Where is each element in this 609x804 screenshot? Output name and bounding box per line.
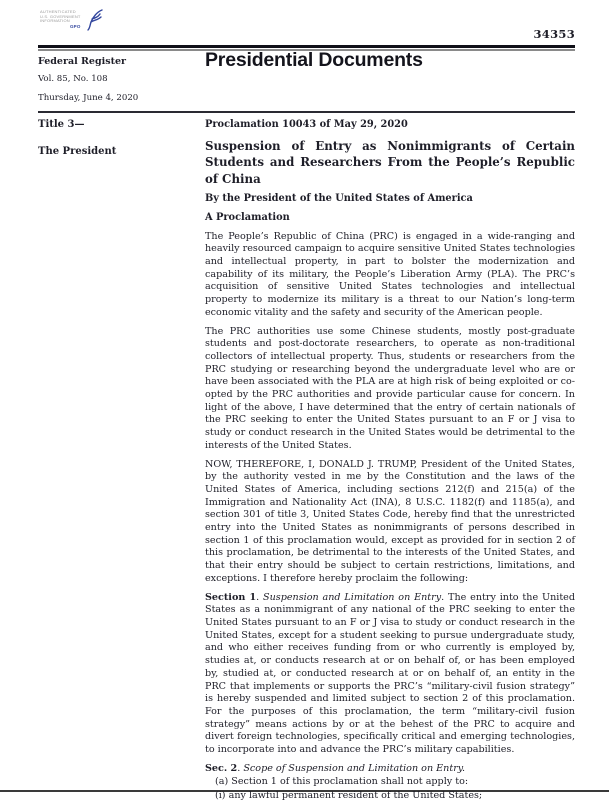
section-2-label: Sec. 2 — [205, 762, 238, 774]
gpo-seal — [40, 10, 105, 36]
seal-line-3: INFORMATION — [40, 18, 70, 24]
gpo-seal-text — [40, 10, 81, 29]
proclamation-title: Suspension of Entry as Nonimmigrants of Certain Students and Researchers From the People’s Republic of China — [205, 138, 575, 186]
byline: By the President of the United States of America — [205, 193, 473, 205]
paragraph-1: The People’s Republic of China (PRC) is engaged in a wide-ranging and heavily resourced campaign to acquire sensitive United States technologies and intellectual property, in part to bolster the modernization and capability of its military, the People’s Liberation Army (PLA). The PRC’s acquisition of sensitive United States technologies and intellectual property to modernize its military is a threat to our Nation’s long-term economic vitality and the safety and security of the American people. — [205, 230, 575, 318]
mid-rule — [38, 111, 575, 113]
section-2-sep: . — [237, 762, 244, 774]
page-number: 34353 — [533, 27, 575, 41]
section-1 — [205, 592, 575, 757]
masthead-title: Federal Register — [38, 56, 127, 67]
masthead-date: Thursday, June 4, 2020 — [38, 93, 139, 103]
gpo-eagle-icon — [83, 8, 105, 36]
section-2 — [205, 763, 575, 776]
section-2-title: Scope of Suspension and Limitation on Entry. — [243, 762, 465, 774]
rule-thick — [38, 45, 575, 48]
proclamation-heading: A Proclamation — [205, 211, 290, 223]
body-column — [205, 119, 575, 804]
masthead-volume: Vol. 85, No. 108 — [38, 74, 108, 84]
proclamation-number: Proclamation 10043 of May 29, 2020 — [205, 119, 408, 130]
seal-line-2: U.S. GOVERNMENT — [40, 13, 81, 19]
section-1-sep2: . — [441, 591, 449, 603]
section-1-sep: . — [256, 591, 264, 603]
president-label: The President — [38, 146, 117, 157]
masthead — [38, 56, 138, 103]
clause-a: (a) Section 1 of this proclamation shall not apply to: — [215, 776, 469, 788]
section-1-title: Suspension and Limitation on Entry — [263, 591, 442, 603]
paragraph-2: The PRC authorities use some Chinese students, mostly post-graduate students and post-doctorate researchers, to operate as non-traditional collectors of intellectual property. Thus, students or researchers from the PRC studying or researching beyond the undergraduate level who are or have been associated with the PLA are at high risk of being exploited or co-opted by the PRC authorities and provide particular cause for concern. In light of the above, I have determined that the entry of certain nationals of the PRC seeking to enter the United States pursuant to an F or J visa to study or conduct research in the United States would be detrimental to the interests of the United States. — [205, 325, 575, 451]
seal-line-1: AUTHENTICATED — [40, 9, 76, 14]
section-header: Presidential Documents — [205, 49, 423, 71]
clause-i: (i) any lawful permanent resident of the United States; — [215, 790, 483, 802]
section-1-label: Section 1 — [205, 591, 257, 603]
paragraph-3: NOW, THEREFORE, I, DONALD J. TRUMP, President of the United States, by the authority vested in me by the Constitution and the laws of the United States of America, including sections 212(f) and 215(a) of the Immigration and Nationality Act (INA), 8 U.S.C. 1182(f) and 1185(a), and section 301 of title 3, United States Code, hereby find that the unrestricted entry into the United States as nonimmigrants of persons described in section 1 of this proclamation would, except as provided for in section 2 of this proclamation, be detrimental to the interests of the United States, and that their entry should be subject to certain restrictions, limitations, and exceptions. I therefore hereby proclaim the following: — [205, 458, 575, 584]
margin-column — [38, 119, 188, 157]
title3-label: Title 3— — [38, 119, 85, 130]
section-1-text: The entry into the United States as a nonimmigrant of any national of the PRC seeking to enter the United States pursuant to an F or J visa to study or conduct research in the United States, except for a student seeking to pursue undergraduate study, and who either receives funding from or who currently is employed by, studies at, or conducts research at or on behalf of, or has been employed by, studied at, or conducted research at or on behalf of, an entity in the PRC that implements or supports the PRC’s “military-civil fusion strategy” is hereby suspended and limited subject to section 2 of this proclamation. For the purposes of this proclamation, the term “military-civil fusion strategy” means actions by or at the behest of the PRC to acquire and divert foreign technologies, specifically critical and emerging technologies, to incorporate into and advance the PRC’s military capabilities. — [205, 591, 575, 756]
gpo-label: GPO — [69, 23, 81, 29]
